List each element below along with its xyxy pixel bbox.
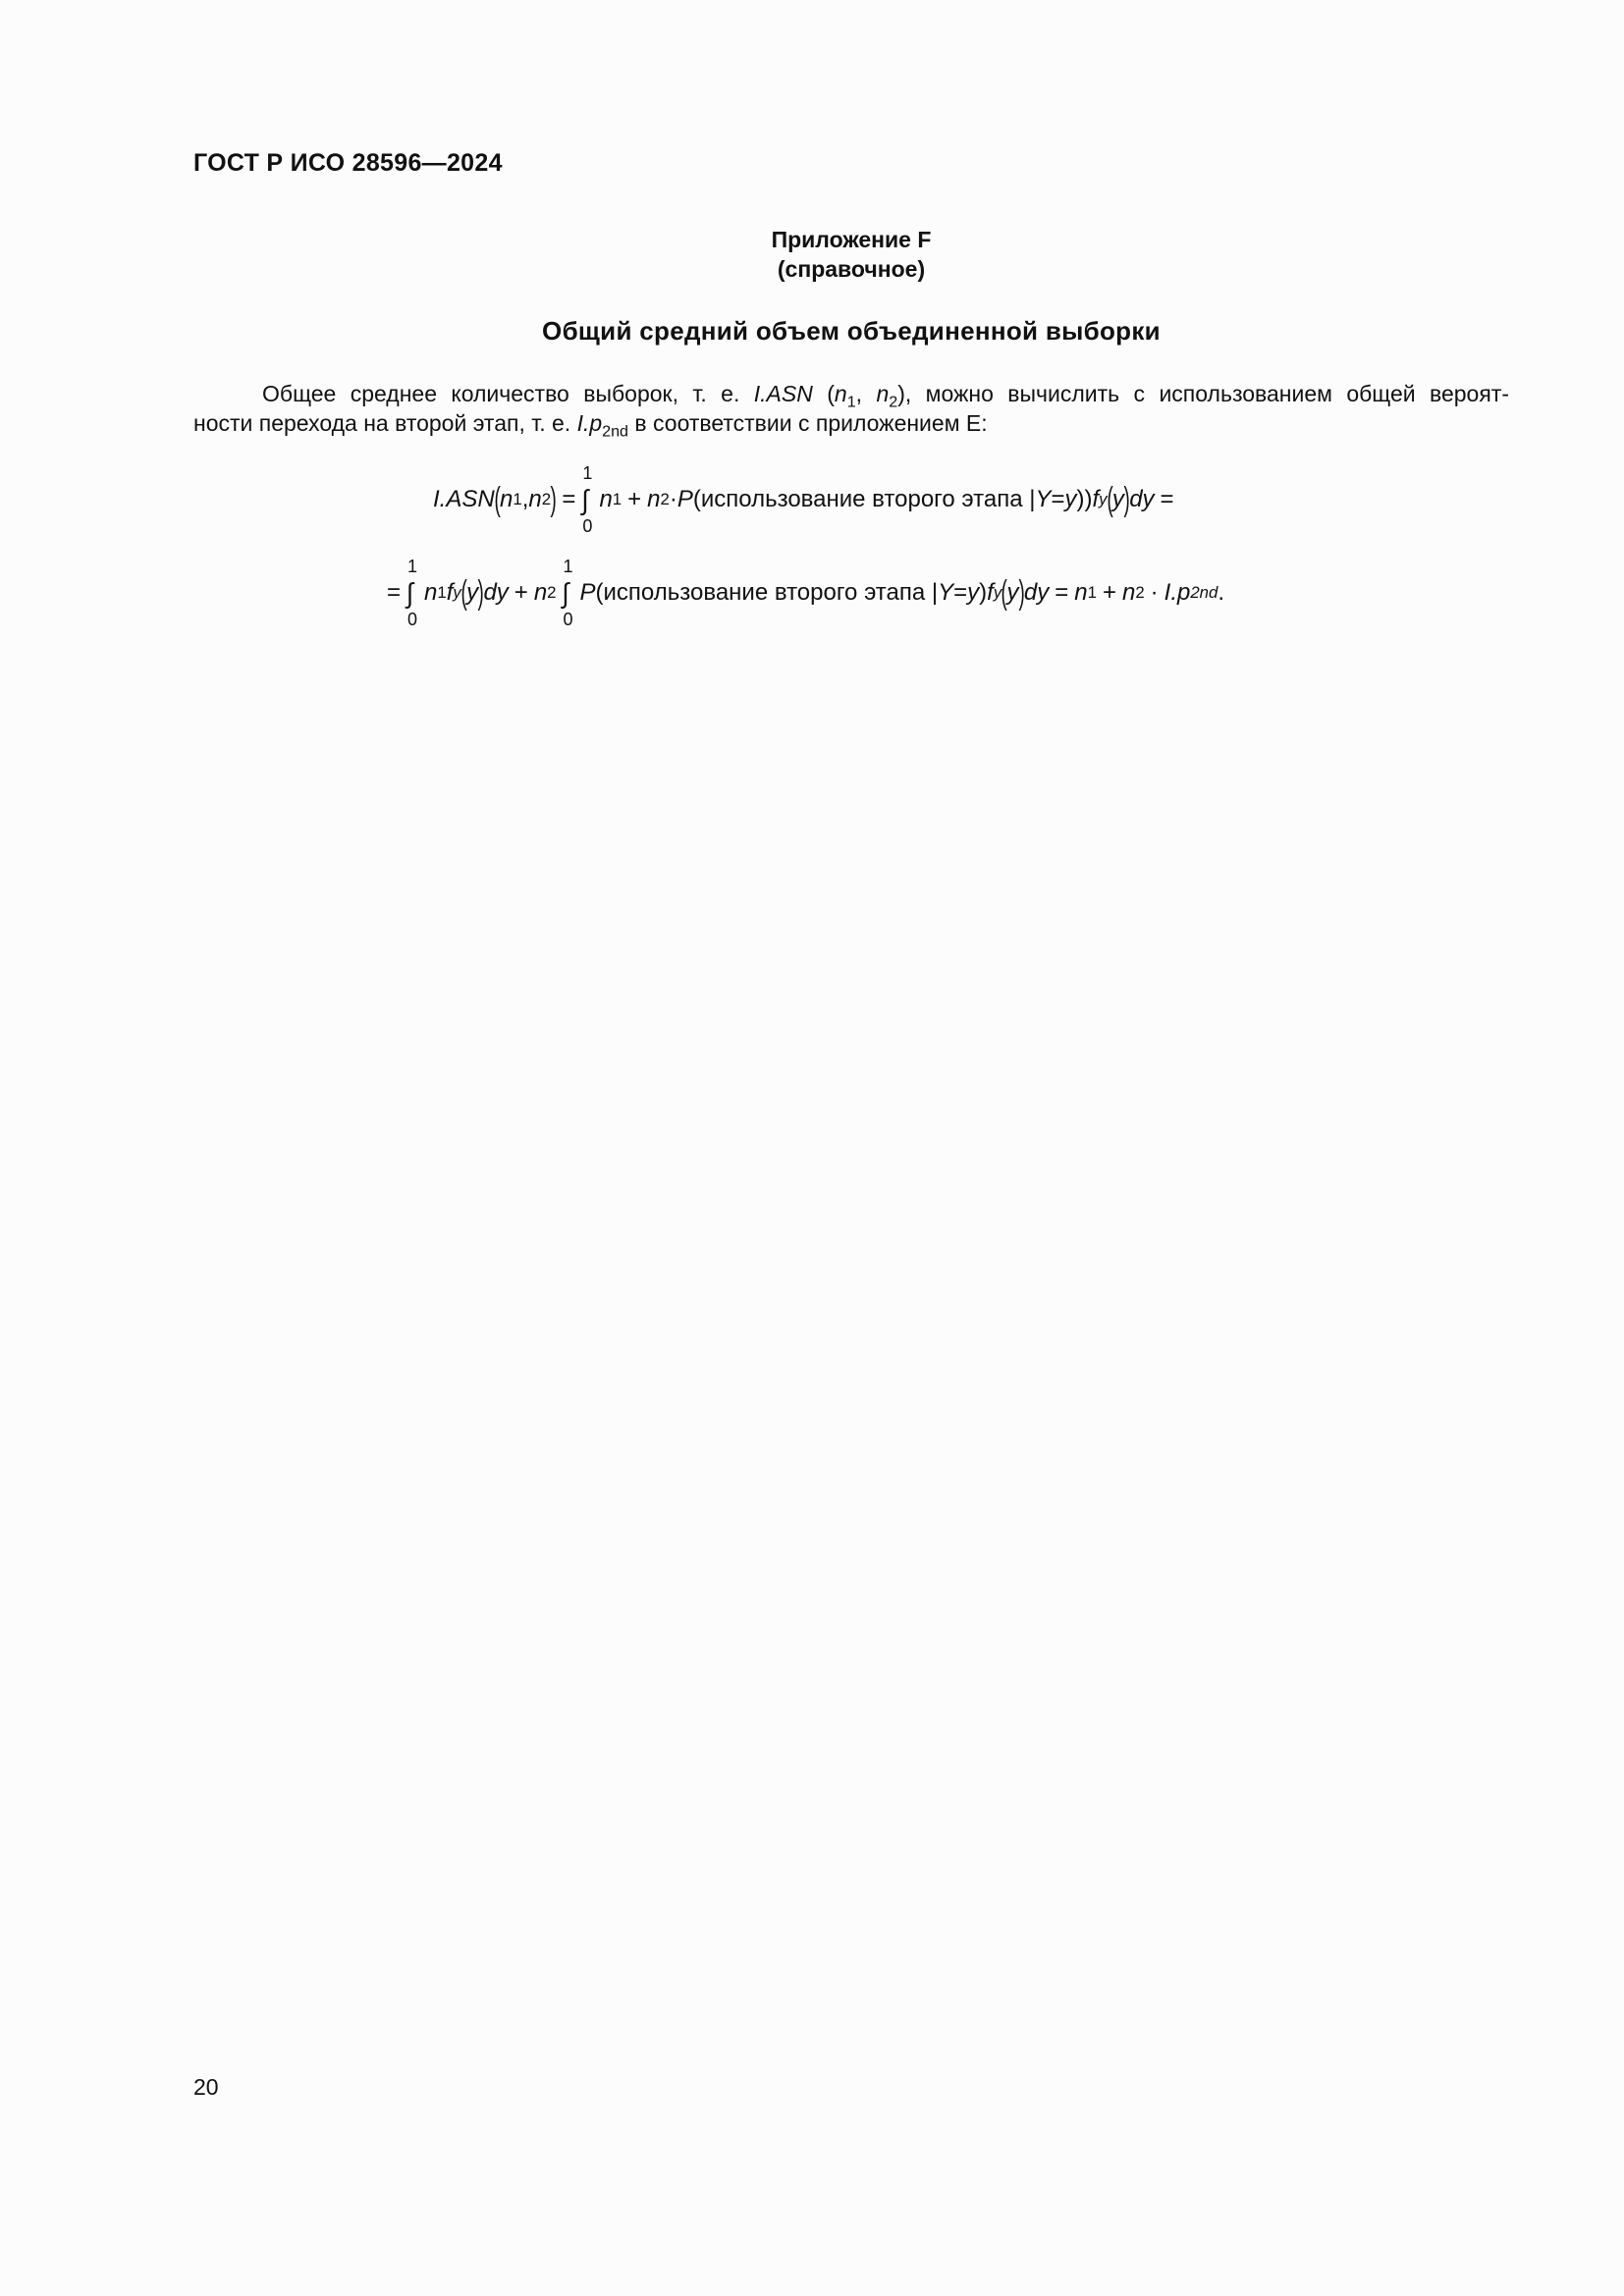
annex-title: Приложение F	[771, 227, 932, 252]
annex-kind: (справочное)	[777, 256, 926, 282]
integral-sign: 1 ∫ 0	[406, 557, 418, 629]
standard-code: ГОСТ Р ИСО 28596—2024	[193, 149, 503, 177]
page-number: 20	[193, 2074, 219, 2100]
body-paragraph	[193, 379, 1509, 441]
integral-sign: 1 ∫ 0	[562, 557, 573, 629]
paragraph-line-2: ности перехода на второй этап, т. е. $I.p_{2nd}$ в соответствии с приложением E:	[193, 410, 988, 441]
section-title: Общий средний объем объединенной выборки	[542, 316, 1161, 346]
paragraph-line-1: Общее среднее количество выборок, т. е. I.ASN ($n_1$, $n_2$), можно вычислить с использованием общей вероят-	[262, 381, 1509, 411]
formula-line-1: I.ASN ( n 1 , n 2 ) = 1 ∫ 0 n 1 + n 2 · P (использование второго этапа | Y = y )) f y ( y ) dy =	[433, 460, 1174, 539]
integral-sign: 1 ∫ 0	[581, 463, 593, 536]
formula-line-2: = 1 ∫ 0 n 1 f y ( y ) dy + n 2 1 ∫ 0 P (использование второго этапа | Y = y ) f y ( y ) dy = n 1 + n 2 · I.p 2nd .	[387, 554, 1224, 632]
